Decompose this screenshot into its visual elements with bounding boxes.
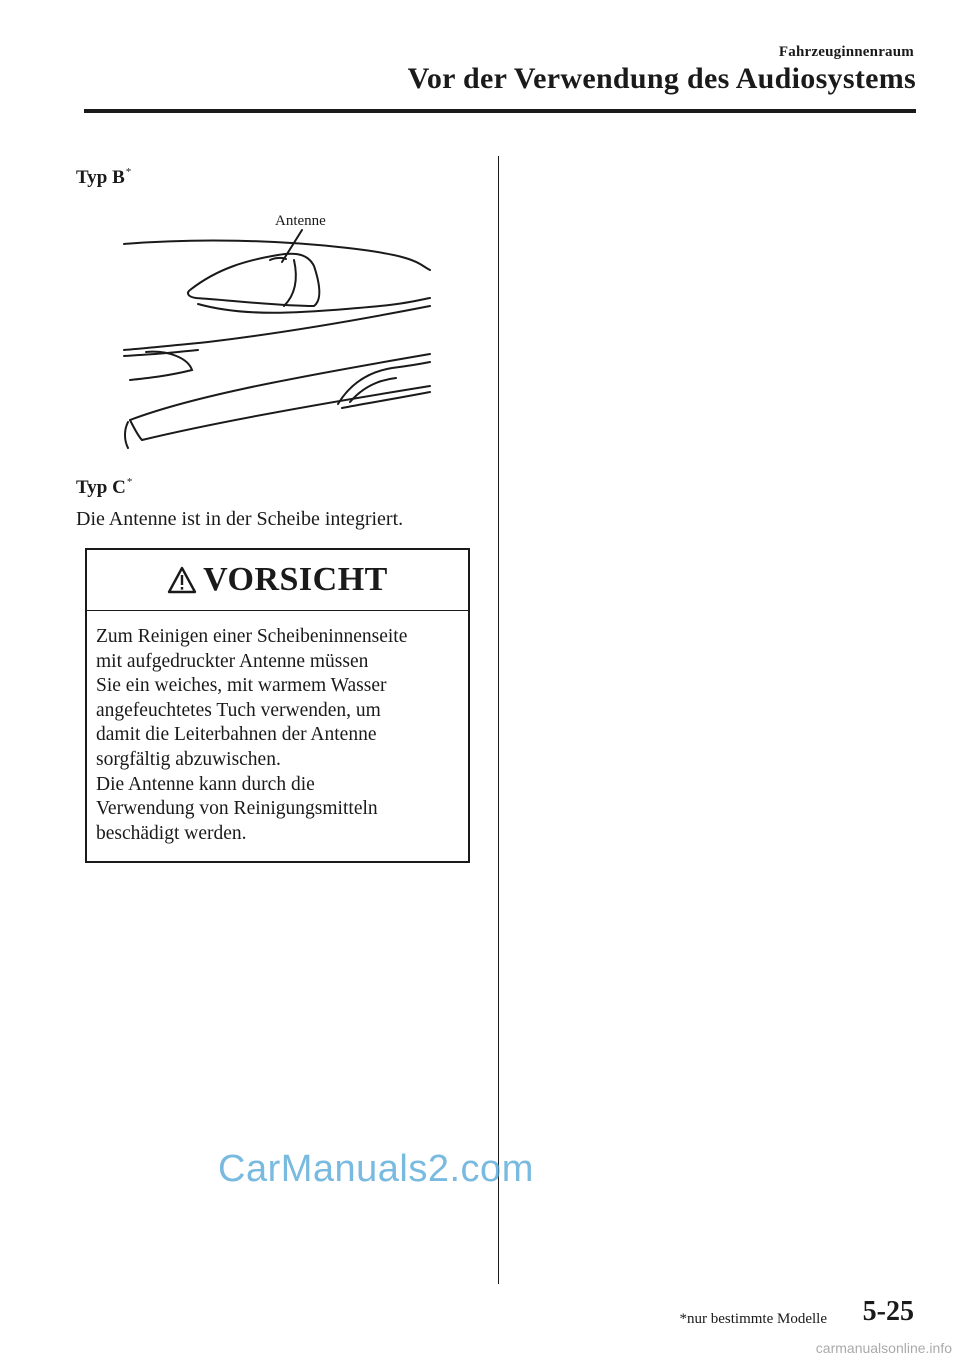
caution-line: Verwendung von Reinigungsmitteln — [96, 798, 378, 820]
antenna-illustration — [118, 208, 438, 458]
caution-header — [87, 550, 468, 611]
site-logo: carmanualsonline.info — [815, 1340, 952, 1356]
type-c-heading — [76, 476, 132, 499]
header-rule — [84, 109, 916, 113]
caution-line: Sie ein weiches, mit warmem Wasser — [96, 675, 387, 697]
caution-line: damit die Leiterbahnen der Antenne — [96, 724, 377, 746]
type-b-heading — [76, 166, 131, 189]
body-text: Die Antenne ist in der Scheibe integriert. — [76, 508, 404, 530]
caution-line: mit aufgedruckter Antenne müssen — [96, 650, 369, 672]
caution-line: Die Antenne kann durch die — [96, 773, 315, 795]
chapter-title: Vor der Verwendung des Audiosystems — [407, 62, 916, 95]
antenna-label: Antenne — [275, 213, 326, 229]
type-c-footnote-marker: * — [126, 476, 133, 488]
caution-line: sorgfältig abzuwischen. — [96, 748, 281, 770]
warning-triangle-icon — [167, 566, 197, 594]
caution-line: Zum Reinigen einer Scheibeninnenseite — [96, 626, 408, 647]
type-b-footnote-marker: * — [125, 166, 132, 178]
footnote: *nur bestimmte Modelle — [679, 1311, 827, 1327]
caution-line: beschädigt werden. — [96, 822, 247, 844]
column-divider — [498, 156, 499, 1284]
caution-text — [87, 611, 468, 846]
caution-box — [85, 548, 470, 863]
page-number: 5-25 — [862, 1296, 914, 1327]
type-c-label: Typ C — [76, 477, 126, 498]
watermark: CarManuals2.com — [218, 1148, 534, 1190]
caution-title: VORSICHT — [203, 561, 388, 598]
type-b-label: Typ B — [76, 167, 125, 188]
section-label: Fahrzeuginnenraum — [778, 44, 914, 60]
caution-line: angefeuchtetes Tuch verwenden, um — [96, 699, 381, 721]
